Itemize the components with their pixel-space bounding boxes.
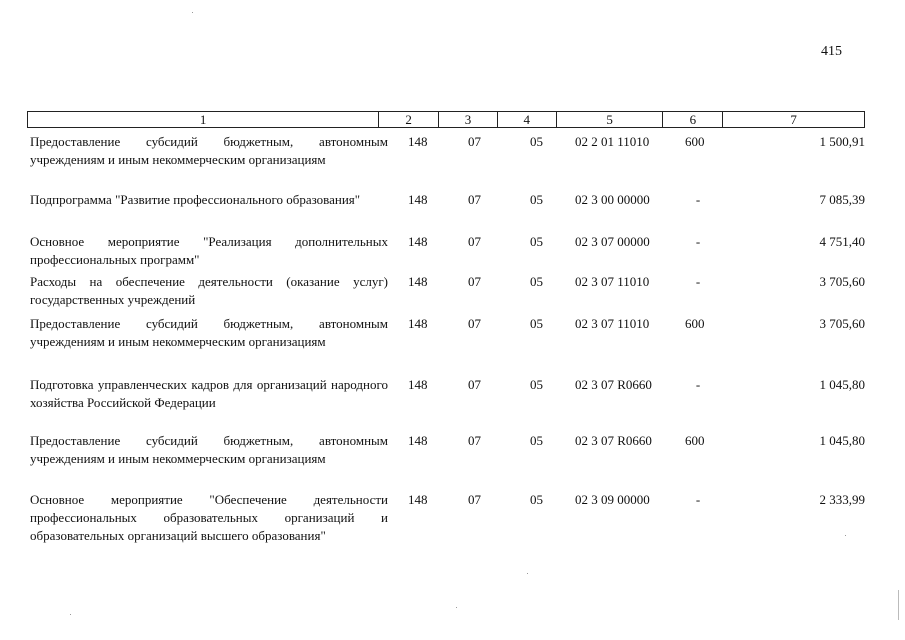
header-cell-2: 2 bbox=[379, 112, 439, 127]
row-col-7: 7 085,39 bbox=[819, 192, 865, 207]
row-col-4: 05 bbox=[530, 134, 543, 149]
row-col-2: 148 bbox=[408, 134, 428, 149]
row-col-5: 02 2 01 11010 bbox=[575, 134, 650, 149]
row-col-2: 148 bbox=[408, 316, 428, 331]
scan-speck bbox=[898, 590, 899, 620]
row-col-7: 4 751,40 bbox=[819, 234, 865, 249]
row-col-4: 05 bbox=[530, 377, 543, 392]
table-header bbox=[27, 111, 865, 128]
row-name: Основное мероприятие "Обеспечение деятельности профессиональных образовательных организаций и образовательных организаций высшего образования" bbox=[30, 492, 388, 543]
page-number: 415 bbox=[821, 44, 842, 59]
scan-speck bbox=[527, 573, 528, 574]
row-col-4: 05 bbox=[530, 274, 543, 289]
row-name: Предоставление субсидий бюджетным, автономным учреждениям и иным некоммерческим организациям bbox=[30, 134, 388, 167]
row-col-7: 1 500,91 bbox=[819, 134, 865, 149]
row-name: Предоставление субсидий бюджетным, автономным учреждениям и иным некоммерческим организациям bbox=[30, 316, 388, 349]
row-name: Расходы на обеспечение деятельности (оказание услуг) государственных учреждений bbox=[30, 274, 388, 307]
row-col-2: 148 bbox=[408, 433, 428, 448]
row-col-2: 148 bbox=[408, 377, 428, 392]
row-col-2: 148 bbox=[408, 192, 428, 207]
header-cell-5: 5 bbox=[557, 112, 664, 127]
row-col-5: 02 3 00 00000 bbox=[575, 192, 650, 207]
row-col-2: 148 bbox=[408, 234, 428, 249]
row-col-6: - bbox=[695, 274, 701, 289]
row-col-3: 07 bbox=[468, 234, 481, 249]
row-col-7: 1 045,80 bbox=[819, 433, 865, 448]
row-col-3: 07 bbox=[468, 492, 481, 507]
row-col-3: 07 bbox=[468, 192, 481, 207]
row-col-3: 07 bbox=[468, 433, 481, 448]
header-cell-4: 4 bbox=[498, 112, 557, 127]
row-name: Подпрограмма "Развитие профессионального образования" bbox=[30, 192, 361, 207]
row-col-6: 600 bbox=[685, 433, 705, 448]
row-col-6: 600 bbox=[685, 316, 705, 331]
row-name: Предоставление субсидий бюджетным, автономным учреждениям и иным некоммерческим организациям bbox=[30, 433, 388, 466]
row-col-6: 600 bbox=[685, 134, 705, 149]
row-name: Подготовка управленческих кадров для организаций народного хозяйства Российской Федерации bbox=[30, 377, 388, 410]
row-col-5: 02 3 07 11010 bbox=[575, 316, 650, 331]
scan-speck bbox=[845, 535, 846, 536]
row-col-4: 05 bbox=[530, 192, 543, 207]
row-col-3: 07 bbox=[468, 134, 481, 149]
row-col-3: 07 bbox=[468, 316, 481, 331]
row-col-6: - bbox=[695, 377, 701, 392]
row-col-2: 148 bbox=[408, 274, 428, 289]
row-col-3: 07 bbox=[468, 274, 481, 289]
row-name: Основное мероприятие "Реализация дополнительных профессиональных программ" bbox=[30, 234, 388, 267]
row-col-3: 07 bbox=[468, 377, 481, 392]
header-cell-3: 3 bbox=[439, 112, 498, 127]
header-cell-6: 6 bbox=[663, 112, 723, 127]
row-col-7: 3 705,60 bbox=[819, 316, 865, 331]
scan-speck bbox=[456, 607, 457, 608]
row-col-4: 05 bbox=[530, 316, 543, 331]
row-col-4: 05 bbox=[530, 234, 543, 249]
row-col-5: 02 3 07 11010 bbox=[575, 274, 650, 289]
row-col-2: 148 bbox=[408, 492, 428, 507]
row-col-5: 02 3 07 00000 bbox=[575, 234, 650, 249]
scan-speck bbox=[192, 12, 193, 13]
row-col-5: 02 3 07 R0660 bbox=[575, 433, 652, 448]
row-col-7: 1 045,80 bbox=[819, 377, 865, 392]
row-col-5: 02 3 09 00000 bbox=[575, 492, 650, 507]
row-col-7: 3 705,60 bbox=[819, 274, 865, 289]
header-cell-1: 1 bbox=[28, 112, 379, 127]
row-col-6: - bbox=[695, 234, 701, 249]
row-col-5: 02 3 07 R0660 bbox=[575, 377, 652, 392]
row-col-7: 2 333,99 bbox=[819, 492, 865, 507]
row-col-4: 05 bbox=[530, 492, 543, 507]
scan-speck bbox=[70, 614, 71, 615]
row-col-6: - bbox=[695, 492, 701, 507]
header-cell-7: 7 bbox=[790, 112, 797, 127]
row-col-4: 05 bbox=[530, 433, 543, 448]
row-col-6: - bbox=[695, 192, 701, 207]
